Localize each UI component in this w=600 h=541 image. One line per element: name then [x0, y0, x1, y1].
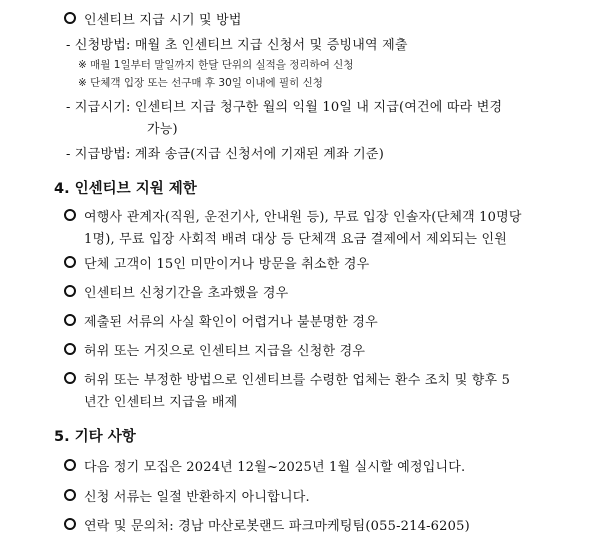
bullet-icon — [64, 12, 76, 24]
bullet-icon — [64, 518, 76, 530]
apply-method: - 신청방법: 매월 초 인센티브 지급 신청서 및 증빙내역 제출 — [66, 38, 408, 53]
bullet-icon — [64, 489, 76, 501]
payment-timing-cont: 가능) — [147, 122, 178, 137]
section-5-heading: 5. 기타 사항 — [54, 429, 136, 445]
bullet-icon — [64, 256, 76, 268]
restriction-item: 제출된 서류의 사실 확인이 어렵거나 불분명한 경우 — [84, 315, 378, 330]
restriction-item: 인센티브 신청기간을 초과했을 경우 — [84, 286, 289, 301]
restriction-item: 허위 또는 부정한 방법으로 인센티브를 수령한 업체는 환수 조치 및 향후 5 — [84, 373, 511, 388]
payment-method: - 지급방법: 계좌 송금(지급 신청서에 기재된 계좌 기준) — [66, 147, 384, 162]
bullet-icon — [64, 343, 76, 355]
apply-note-2: ※ 단체객 입장 또는 선구매 후 30일 이내에 필히 신청 — [78, 77, 323, 89]
bullet-icon — [64, 372, 76, 384]
misc-item: 신청 서류는 일절 반환하지 아니합니다. — [84, 490, 310, 505]
bullet-icon — [64, 314, 76, 326]
restriction-item: 허위 또는 거짓으로 인센티브 지급을 신청한 경우 — [84, 344, 366, 359]
payment-timing: - 지급시기: 인센티브 지급 청구한 월의 익월 10일 내 지급(여건에 따라 변경 — [66, 100, 503, 115]
section-4-heading: 4. 인센티브 지원 제한 — [54, 181, 197, 197]
misc-item: 다음 정기 모집은 2024년 12월~2025년 1월 실시할 예정입니다. — [84, 460, 466, 475]
restriction-item: 여행사 관계자(직원, 운전기사, 안내원 등), 무료 입장 인솔자(단체객 10명당 — [84, 210, 522, 225]
apply-note-1: ※ 매월 1일부터 말일까지 한달 단위의 실적을 정리하여 신청 — [78, 59, 354, 71]
restriction-item: 단체 고객이 15인 미만이거나 방문을 취소한 경우 — [84, 257, 370, 272]
bullet-icon — [64, 459, 76, 471]
incentive-timing-title: 인센티브 지급 시기 및 방법 — [84, 13, 242, 28]
restriction-item-cont: 년간 인센티브 지급을 배제 — [84, 395, 238, 410]
bullet-icon — [64, 209, 76, 221]
contact-item: 연락 및 문의처: 경남 마산로봇랜드 파크마케팅팀(055-214-6205) — [84, 519, 470, 534]
restriction-item-cont: 1명), 무료 입장 사회적 배려 대상 등 단체객 요금 결제에서 제외되는 인원 — [84, 232, 507, 247]
bullet-icon — [64, 285, 76, 297]
